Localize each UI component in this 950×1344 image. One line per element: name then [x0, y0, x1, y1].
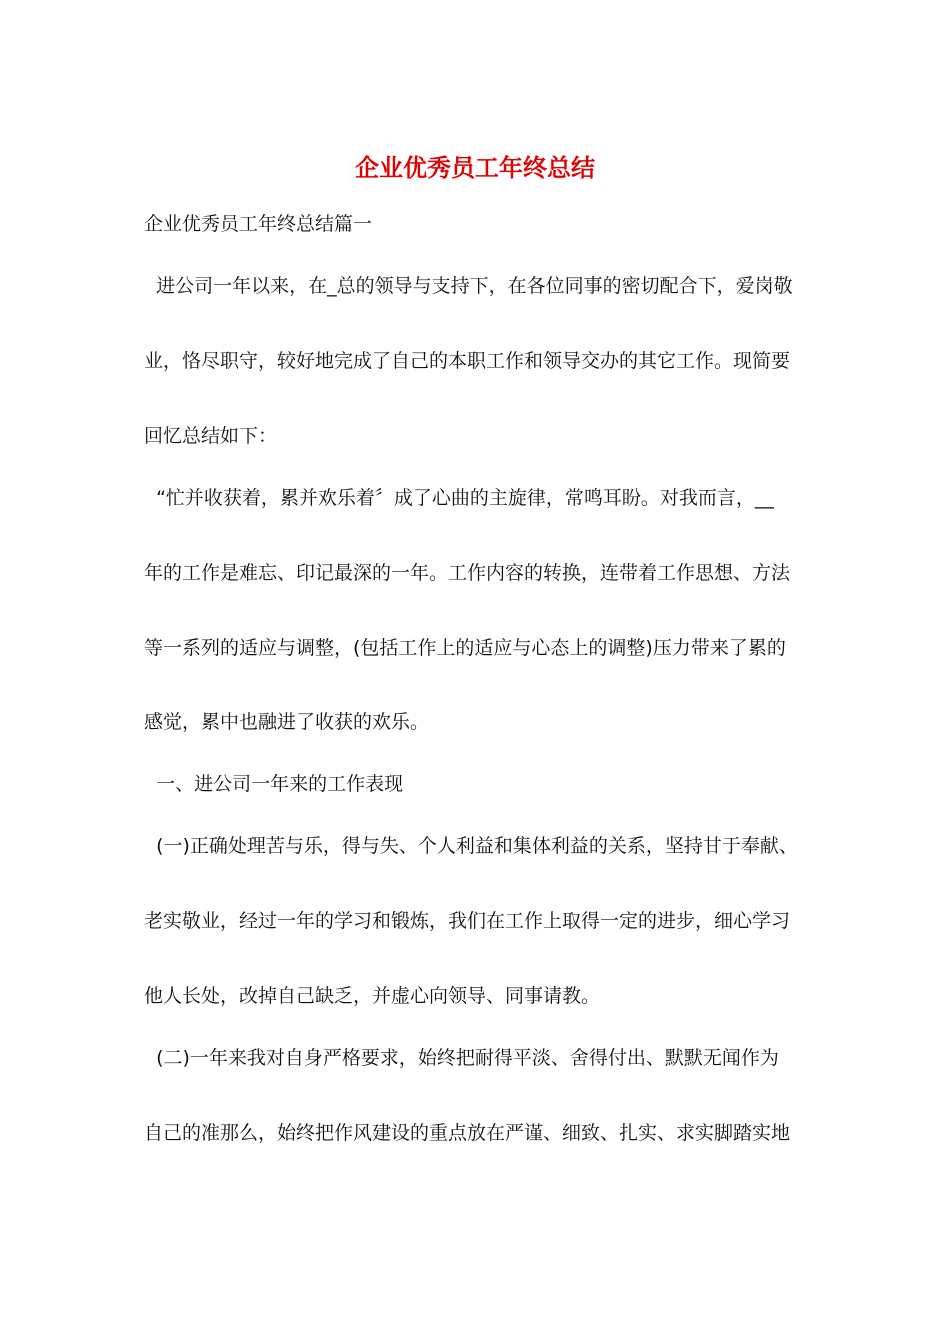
- paragraph-line: 进公司一年以来，在_总的领导与支持下，在各位同事的密切配合下，爱岗敬: [144, 275, 793, 297]
- paragraph-line: (一)正确处理苦与乐，得与失、个人利益和集体利益的关系，坚持甘于奉献、: [144, 835, 798, 857]
- paragraph-line: 回忆总结如下：: [144, 425, 278, 447]
- section-heading: 企业优秀员工年终总结篇一: [144, 213, 373, 235]
- paragraph-line: 自己的准那么，始终把作风建设的重点放在严谨、细致、扎实、求实脚踏实地: [144, 1122, 791, 1144]
- paragraph-line: 老实敬业，经过一年的学习和锻炼，我们在工作上取得一定的进步，细心学习: [144, 910, 791, 932]
- paragraph-line: (二)一年来我对自身严格要求，始终把耐得平淡、舍得付出、默默无闻作为: [144, 1047, 779, 1069]
- paragraph-line: “忙并收获着，累并欢乐着〞成了心曲的主旋律，常鸣耳盼。对我而言，__: [144, 487, 774, 509]
- paragraph-line: 年的工作是难忘、印记最深的一年。工作内容的转换，连带着工作思想、方法: [144, 562, 791, 584]
- paragraph-line: 他人长处，改掉自己缺乏，并虚心向领导、同事请教。: [144, 985, 601, 1007]
- document-title: 企业优秀员工年终总结: [355, 153, 595, 182]
- paragraph-line: 等一系列的适应与调整，(包括工作上的适应与心态上的调整)压力带来了累的: [144, 637, 786, 659]
- paragraph-line: 感觉，累中也融进了收获的欢乐。: [144, 711, 430, 733]
- paragraph-line: 业，恪尽职守，较好地完成了自己的本职工作和领导交办的其它工作。现简要: [144, 350, 791, 372]
- subsection-heading: 一、进公司一年来的工作表现: [144, 773, 404, 795]
